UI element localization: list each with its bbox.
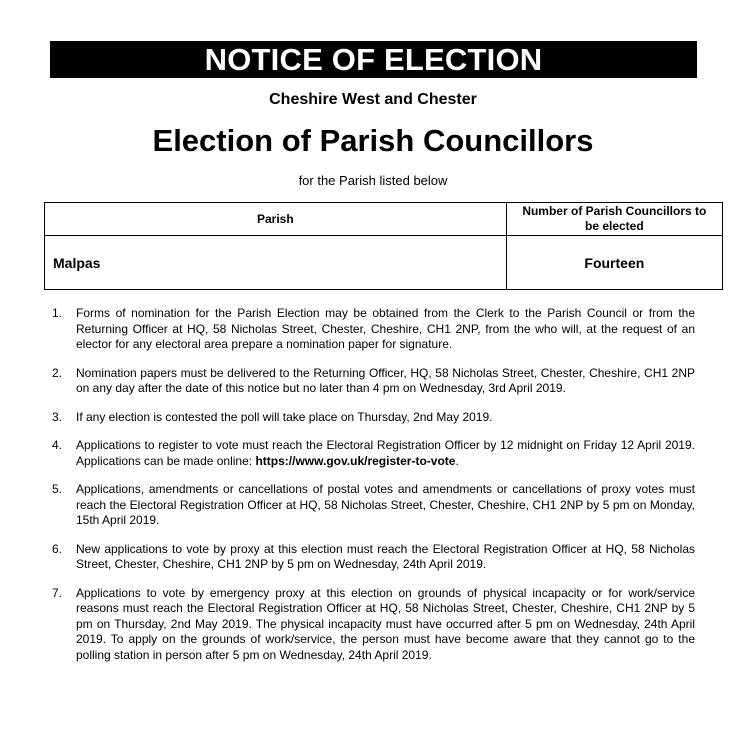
note-item xyxy=(52,542,695,573)
note-text: Applications to vote by emergency proxy at this election on grounds of physical incapacity or for work/service reasons must reach the Electoral Registration Officer at HQ, 58 Nicholas Street, Chester, Cheshire, CH1 2NP by 5 pm on Thursday, 2nd May 2019. The physical incapacity must have occurred after 5 pm on Wednesday, 24th April 2019. To apply on the grounds of work/service, the person must have become aware that they cannot go to the polling station in person after 5 pm on Wednesday, 24th April 2019. xyxy=(76,585,695,662)
note-item xyxy=(52,438,695,469)
note-number: 2. xyxy=(52,365,63,380)
table-header-row xyxy=(45,203,723,236)
column-header-number: Number of Parish Councillors to be elected xyxy=(506,203,722,236)
note-item xyxy=(52,410,695,426)
note-item xyxy=(52,306,695,353)
note-text: Applications, amendments or cancellations of postal votes and amendments or cancellations of proxy votes must reach the Electoral Registration Officer at HQ, 58 Nicholas Street, Chester, Cheshire, CH1 2NP by 5 pm on Monday, 15th April 2019. xyxy=(76,482,695,527)
notice-banner: NOTICE OF ELECTION xyxy=(50,41,697,78)
parish-name-cell: Malpas xyxy=(45,236,507,290)
note-text: Nomination papers must be delivered to the Returning Officer, HQ, 58 Nicholas Street, Chester, Cheshire, CH1 2NP on any day after the date of this notice but no later than 4 pm on Wednesday, 3rd April 2019. xyxy=(76,365,695,395)
council-name: Cheshire West and Chester xyxy=(269,91,477,108)
note-number: 4. xyxy=(52,438,63,452)
register-to-vote-link[interactable]: https://www.gov.uk/register-to-vote xyxy=(255,453,456,468)
note-text: Applications to register to vote must reach the Electoral Registration Officer by 12 midnight on Friday 12 April 2019. Applications can be made online: xyxy=(76,438,695,468)
parish-table xyxy=(44,202,723,290)
note-number: 3. xyxy=(52,409,63,424)
note-number: 7. xyxy=(52,585,63,600)
election-title: Election of Parish Councillors xyxy=(152,123,594,158)
table-row xyxy=(45,236,723,290)
note-number: 5. xyxy=(52,482,63,496)
note-text: New applications to vote by proxy at this election must reach the Electoral Registration Officer at HQ, 58 Nicholas Street, Chester, Cheshire, CH1 2NP by 5 pm on Wednesday, 24th April 2019. xyxy=(76,541,695,571)
note-text-end: . xyxy=(455,453,459,468)
note-text: If any election is contested the poll will take place on Thursday, 2nd May 2019. xyxy=(76,409,493,424)
note-item xyxy=(52,586,695,664)
note-text: Forms of nomination for the Parish Election may be obtained from the Clerk to the Parish Council or from the Returning Officer at HQ, 58 Nicholas Street, Chester, Cheshire, CH1 2NP, from the who will, at the request of an elector for any electoral area prepare a nomination paper for signature. xyxy=(76,306,695,351)
note-number: 1. xyxy=(52,306,63,320)
note-item xyxy=(52,482,695,529)
note-item xyxy=(52,366,695,397)
notes-list xyxy=(52,306,695,676)
election-subtitle: for the Parish listed below xyxy=(298,173,448,188)
column-header-parish: Parish xyxy=(45,203,507,236)
note-number: 6. xyxy=(52,541,63,556)
councillor-count-cell: Fourteen xyxy=(506,236,722,290)
